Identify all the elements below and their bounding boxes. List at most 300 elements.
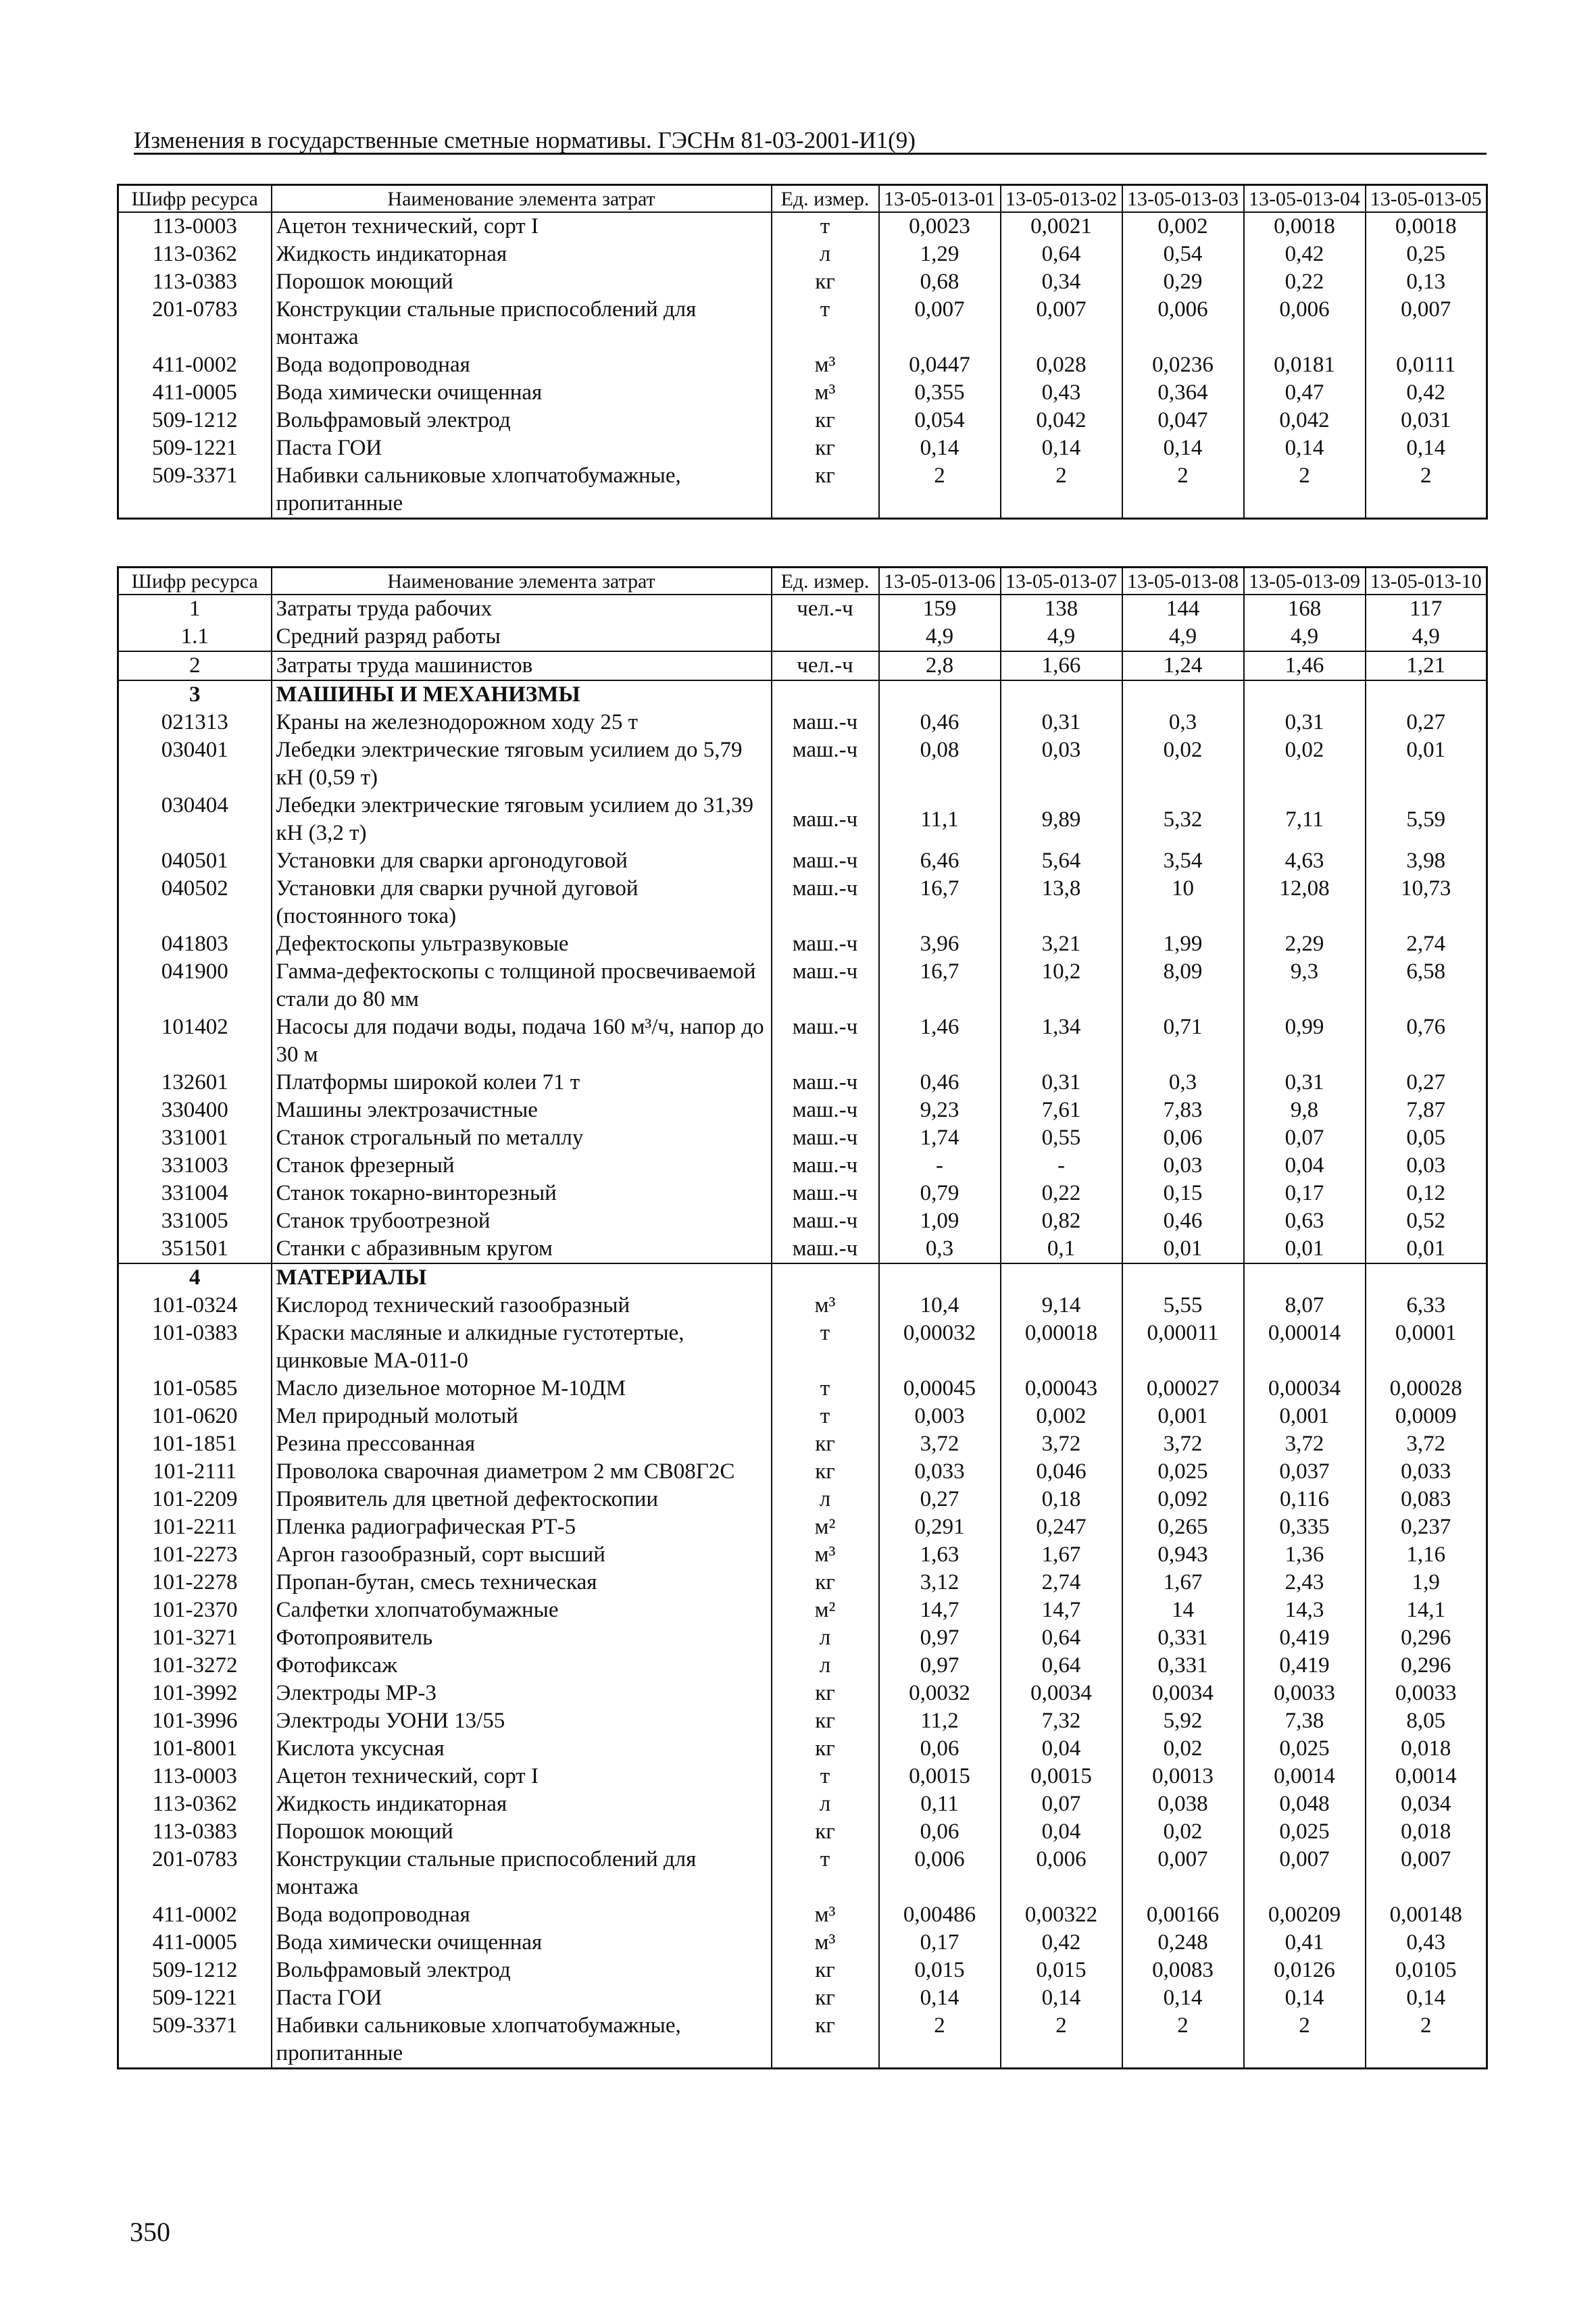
unit-cell: чел.-ч xyxy=(772,595,879,623)
value-cell: 2 xyxy=(1244,462,1366,519)
table-row xyxy=(118,875,1487,930)
value-cell: 0,0013 xyxy=(1122,1763,1244,1790)
resource-code-cell: 411-0002 xyxy=(118,351,272,379)
resource-name-cell: Мел природный молотый xyxy=(272,1403,772,1430)
value-cell: 0,033 xyxy=(879,1458,1001,1486)
table-row xyxy=(118,1180,1487,1207)
unit-cell: кг xyxy=(772,1957,879,1984)
resource-name-cell: Конструкции стальные приспособлений для монтажа xyxy=(272,1846,772,1901)
resource-code-cell: 101-3992 xyxy=(118,1680,272,1707)
resource-code-cell: 101-0324 xyxy=(118,1292,272,1319)
unit-cell: т xyxy=(772,296,879,351)
unit-cell: кг xyxy=(772,462,879,519)
table-row xyxy=(118,847,1487,875)
resource-code-cell: 331005 xyxy=(118,1207,272,1235)
value-cell: 0,046 xyxy=(1001,1458,1122,1486)
resource-code-cell: 351501 xyxy=(118,1235,272,1263)
resource-code-cell: 509-3371 xyxy=(118,2012,272,2069)
resource-name-cell: Проволока сварочная диаметром 2 мм СВ08Г2С xyxy=(272,1458,772,1486)
unit-cell: кг xyxy=(772,1680,879,1707)
value-cell: 3,72 xyxy=(1001,1430,1122,1458)
unit-cell xyxy=(772,1263,879,1292)
resource-name-cell: Ацетон технический, сорт I xyxy=(272,212,772,241)
value-cell: 14,7 xyxy=(1001,1596,1122,1624)
table-row xyxy=(118,1652,1487,1680)
value-cell: 0,116 xyxy=(1244,1486,1366,1513)
value-cell: 0,14 xyxy=(1122,1984,1244,2012)
header-col: 13-05-013-03 xyxy=(1122,185,1244,213)
value-cell: 0,291 xyxy=(879,1513,1001,1541)
value-cell: 11,1 xyxy=(879,792,1001,847)
resource-name-cell: МАТЕРИАЛЫ xyxy=(272,1263,772,1292)
value-cell: 0,0033 xyxy=(1244,1680,1366,1707)
resource-code-cell: 040501 xyxy=(118,847,272,875)
value-cell: 0,00148 xyxy=(1366,1901,1487,1929)
table-row xyxy=(118,623,1487,651)
resource-name-cell: Лебедки электрические тяговым усилием до 5,79 кН (0,59 т) xyxy=(272,736,772,792)
resource-code-cell: 101-3996 xyxy=(118,1707,272,1735)
value-cell: 7,38 xyxy=(1244,1707,1366,1735)
unit-cell: м³ xyxy=(772,379,879,407)
value-cell: 8,09 xyxy=(1122,958,1244,1013)
value-cell: 0,64 xyxy=(1001,1652,1122,1680)
value-cell: 3,72 xyxy=(1122,1430,1244,1458)
header-unit: Ед. измер. xyxy=(772,568,879,595)
value-cell: 0,06 xyxy=(1122,1124,1244,1152)
value-cell: 0,68 xyxy=(879,268,1001,296)
value-cell: 0,0018 xyxy=(1366,212,1487,241)
value-cell: 8,07 xyxy=(1244,1292,1366,1319)
resource-code-cell: 411-0005 xyxy=(118,1929,272,1957)
value-cell: 0,31 xyxy=(1244,709,1366,736)
page-number: 350 xyxy=(130,2217,170,2247)
table-row xyxy=(118,1624,1487,1652)
table-row xyxy=(118,212,1487,241)
value-cell: 0,00011 xyxy=(1122,1319,1244,1375)
table-row xyxy=(118,379,1487,407)
table-row xyxy=(118,1207,1487,1235)
table-row xyxy=(118,1292,1487,1319)
table-row xyxy=(118,1569,1487,1596)
value-cell: 0,42 xyxy=(1244,241,1366,268)
resource-code-cell: 1.1 xyxy=(118,623,272,651)
value-cell: 2 xyxy=(1001,2012,1122,2069)
resource-code-cell: 201-0783 xyxy=(118,296,272,351)
value-cell: 0,1 xyxy=(1001,1235,1122,1263)
value-cell: 0,27 xyxy=(1366,1069,1487,1097)
resource-code-cell: 509-3371 xyxy=(118,462,272,519)
value-cell: 0,25 xyxy=(1366,241,1487,268)
value-cell: 0,007 xyxy=(1001,296,1122,351)
value-cell: 0,01 xyxy=(1366,1235,1487,1263)
value-cell: 0,17 xyxy=(879,1929,1001,1957)
resource-code-cell: 330400 xyxy=(118,1097,272,1124)
value-cell: 4,9 xyxy=(1122,623,1244,651)
unit-cell xyxy=(772,623,879,651)
unit-cell: л xyxy=(772,1624,879,1652)
header-col: 13-05-013-10 xyxy=(1366,568,1487,595)
value-cell: 0,43 xyxy=(1001,379,1122,407)
resource-name-cell: Порошок моющий xyxy=(272,268,772,296)
value-cell: 0,0001 xyxy=(1366,1319,1487,1375)
value-cell: 0,52 xyxy=(1366,1207,1487,1235)
unit-cell: маш.-ч xyxy=(772,847,879,875)
resource-code-cell: 1 xyxy=(118,595,272,623)
table-row xyxy=(118,651,1487,680)
unit-cell: чел.-ч xyxy=(772,651,879,680)
resource-code-cell: 101402 xyxy=(118,1013,272,1069)
value-cell: 0,00032 xyxy=(879,1319,1001,1375)
value-cell: 5,55 xyxy=(1122,1292,1244,1319)
resource-name-cell: Фотопроявитель xyxy=(272,1624,772,1652)
unit-cell: т xyxy=(772,1375,879,1403)
resource-code-cell: 331003 xyxy=(118,1152,272,1180)
resource-name-cell: Вода водопроводная xyxy=(272,351,772,379)
table-row xyxy=(118,1735,1487,1763)
header-col: 13-05-013-05 xyxy=(1366,185,1487,213)
value-cell: 0,364 xyxy=(1122,379,1244,407)
unit-cell: маш.-ч xyxy=(772,1069,879,1097)
value-cell: 8,05 xyxy=(1366,1707,1487,1735)
value-cell: 0,46 xyxy=(879,709,1001,736)
value-cell: 0,083 xyxy=(1366,1486,1487,1513)
value-cell: 0,331 xyxy=(1122,1624,1244,1652)
value-cell: 3,96 xyxy=(879,930,1001,958)
resource-name-cell: Лебедки электрические тяговым усилием до 31,39 кН (3,2 т) xyxy=(272,792,772,847)
value-cell: 0,00209 xyxy=(1244,1901,1366,1929)
value-cell: 0,331 xyxy=(1122,1652,1244,1680)
resource-code-cell: 101-2209 xyxy=(118,1486,272,1513)
value-cell: 9,89 xyxy=(1001,792,1122,847)
resource-name-cell: Платформы широкой колеи 71 т xyxy=(272,1069,772,1097)
value-cell: 0,248 xyxy=(1122,1929,1244,1957)
value-cell: 0,002 xyxy=(1122,212,1244,241)
resource-code-cell: 201-0783 xyxy=(118,1846,272,1901)
value-cell: 7,87 xyxy=(1366,1097,1487,1124)
resource-code-cell: 113-0362 xyxy=(118,1790,272,1818)
table-row xyxy=(118,1403,1487,1430)
value-cell: 0,13 xyxy=(1366,268,1487,296)
value-cell: 3,54 xyxy=(1122,847,1244,875)
table-row xyxy=(118,709,1487,736)
table-row xyxy=(118,1901,1487,1929)
value-cell: 0,007 xyxy=(1244,1846,1366,1901)
resource-name-cell: Пленка радиографическая РТ-5 xyxy=(272,1513,772,1541)
value-cell: 0,64 xyxy=(1001,1624,1122,1652)
value-cell: 0,14 xyxy=(879,1984,1001,2012)
value-cell: 0,296 xyxy=(1366,1652,1487,1680)
unit-cell: маш.-ч xyxy=(772,736,879,792)
value-cell: 0,3 xyxy=(1122,1069,1244,1097)
unit-cell: т xyxy=(772,1763,879,1790)
value-cell: 0,42 xyxy=(1001,1929,1122,1957)
value-cell: 0,0032 xyxy=(879,1680,1001,1707)
table-row xyxy=(118,1818,1487,1846)
resource-code-cell: 101-0620 xyxy=(118,1403,272,1430)
value-cell: 0,79 xyxy=(879,1180,1001,1207)
resource-code-cell: 040502 xyxy=(118,875,272,930)
value-cell: 2 xyxy=(1366,2012,1487,2069)
table-row xyxy=(118,1541,1487,1569)
value-cell: 0,031 xyxy=(1366,407,1487,434)
value-cell: 0,02 xyxy=(1244,736,1366,792)
header-col: 13-05-013-02 xyxy=(1001,185,1122,213)
value-cell: 1,24 xyxy=(1122,651,1244,680)
unit-cell: маш.-ч xyxy=(772,1180,879,1207)
resource-code-cell: 101-2273 xyxy=(118,1541,272,1569)
resource-name-cell: Станок фрезерный xyxy=(272,1152,772,1180)
value-cell: 0,001 xyxy=(1122,1403,1244,1430)
value-cell: 0,29 xyxy=(1122,268,1244,296)
unit-cell: маш.-ч xyxy=(772,792,879,847)
resource-name-cell: Салфетки хлопчатобумажные xyxy=(272,1596,772,1624)
value-cell: 1,74 xyxy=(879,1124,1001,1152)
value-cell: 0,14 xyxy=(1001,434,1122,462)
table-row xyxy=(118,1846,1487,1901)
unit-cell: м² xyxy=(772,1596,879,1624)
resource-name-cell: Кислота уксусная xyxy=(272,1735,772,1763)
value-cell: 12,08 xyxy=(1244,875,1366,930)
value-cell xyxy=(1244,1263,1366,1292)
value-cell: 0,001 xyxy=(1244,1403,1366,1430)
value-cell: 0,419 xyxy=(1244,1624,1366,1652)
value-cell xyxy=(879,680,1001,709)
value-cell: 0,71 xyxy=(1122,1013,1244,1069)
value-cell: 3,98 xyxy=(1366,847,1487,875)
value-cell: 0,02 xyxy=(1122,1818,1244,1846)
value-cell: 0,0009 xyxy=(1366,1403,1487,1430)
resource-name-cell: Набивки сальниковые хлопчатобумажные, пропитанные xyxy=(272,462,772,519)
page-header: Изменения в государственные сметные нормативы. ГЭСНм 81-03-2001-И1(9) xyxy=(134,127,916,153)
unit-cell: м³ xyxy=(772,351,879,379)
value-cell: 0,63 xyxy=(1244,1207,1366,1235)
value-cell: 0,47 xyxy=(1244,379,1366,407)
value-cell: 0,27 xyxy=(1366,709,1487,736)
table-row xyxy=(118,462,1487,519)
value-cell: 0,11 xyxy=(879,1790,1001,1818)
value-cell: 0,037 xyxy=(1244,1458,1366,1486)
value-cell: 0,018 xyxy=(1366,1735,1487,1763)
unit-cell: кг xyxy=(772,434,879,462)
value-cell: 7,61 xyxy=(1001,1097,1122,1124)
table-row xyxy=(118,1929,1487,1957)
value-cell: 1,67 xyxy=(1122,1569,1244,1596)
value-cell: 5,59 xyxy=(1366,792,1487,847)
value-cell: 0,14 xyxy=(1244,434,1366,462)
resource-code-cell: 113-0383 xyxy=(118,1818,272,1846)
unit-cell: кг xyxy=(772,2012,879,2069)
value-cell: 2,74 xyxy=(1366,930,1487,958)
value-cell: 0,02 xyxy=(1122,736,1244,792)
value-cell: 9,8 xyxy=(1244,1097,1366,1124)
value-cell: 0,006 xyxy=(1244,296,1366,351)
value-cell: 0,34 xyxy=(1001,268,1122,296)
unit-cell: кг xyxy=(772,1569,879,1596)
unit-cell: кг xyxy=(772,1458,879,1486)
resource-code-cell: 021313 xyxy=(118,709,272,736)
value-cell: 10,2 xyxy=(1001,958,1122,1013)
table-row xyxy=(118,1984,1487,2012)
unit-cell: м³ xyxy=(772,1929,879,1957)
value-cell: 7,32 xyxy=(1001,1707,1122,1735)
resource-name-cell: Жидкость индикаторная xyxy=(272,1790,772,1818)
resource-name-cell: Дефектоскопы ультразвуковые xyxy=(272,930,772,958)
value-cell: 9,23 xyxy=(879,1097,1001,1124)
value-cell: 1,63 xyxy=(879,1541,1001,1569)
unit-cell: кг xyxy=(772,268,879,296)
unit-cell: маш.-ч xyxy=(772,1207,879,1235)
value-cell: 0,0083 xyxy=(1122,1957,1244,1984)
value-cell xyxy=(1366,680,1487,709)
value-cell: 159 xyxy=(879,595,1001,623)
header-col: 13-05-013-04 xyxy=(1244,185,1366,213)
value-cell: - xyxy=(1001,1152,1122,1180)
resource-code-cell: 411-0002 xyxy=(118,1901,272,1929)
value-cell: 10,73 xyxy=(1366,875,1487,930)
unit-cell: кг xyxy=(772,1818,879,1846)
table-row xyxy=(118,1013,1487,1069)
unit-cell: т xyxy=(772,1846,879,1901)
value-cell: 0,54 xyxy=(1122,241,1244,268)
value-cell: 1,9 xyxy=(1366,1569,1487,1596)
unit-cell: кг xyxy=(772,1735,879,1763)
value-cell: 4,63 xyxy=(1244,847,1366,875)
value-cell: 3,72 xyxy=(1366,1430,1487,1458)
value-cell: 1,29 xyxy=(879,241,1001,268)
table-row xyxy=(118,2012,1487,2069)
section-row xyxy=(118,680,1487,709)
resource-code-cell: 101-0383 xyxy=(118,1319,272,1375)
value-cell: 2,43 xyxy=(1244,1569,1366,1596)
value-cell: 0,042 xyxy=(1001,407,1122,434)
resource-code-cell: 030401 xyxy=(118,736,272,792)
value-cell: 2,29 xyxy=(1244,930,1366,958)
resource-code-cell: 113-0003 xyxy=(118,212,272,241)
value-cell: 0,17 xyxy=(1244,1180,1366,1207)
value-cell: 0,419 xyxy=(1244,1652,1366,1680)
table-row xyxy=(118,1957,1487,1984)
value-cell: 0,00322 xyxy=(1001,1901,1122,1929)
resource-name-cell: Аргон газообразный, сорт высший xyxy=(272,1541,772,1569)
resource-name-cell: Конструкции стальные приспособлений для монтажа xyxy=(272,296,772,351)
resource-code-cell: 041900 xyxy=(118,958,272,1013)
value-cell: 7,11 xyxy=(1244,792,1366,847)
resource-code-cell: 041803 xyxy=(118,930,272,958)
value-cell: 0,025 xyxy=(1244,1735,1366,1763)
value-cell: 0,99 xyxy=(1244,1013,1366,1069)
table-row xyxy=(118,407,1487,434)
value-cell: 0,007 xyxy=(1366,296,1487,351)
value-cell: 0,007 xyxy=(879,296,1001,351)
value-cell: 0,41 xyxy=(1244,1929,1366,1957)
value-cell: 16,7 xyxy=(879,875,1001,930)
value-cell: 0,0015 xyxy=(879,1763,1001,1790)
value-cell: 0,22 xyxy=(1244,268,1366,296)
value-cell: 0,06 xyxy=(879,1735,1001,1763)
unit-cell: кг xyxy=(772,1984,879,2012)
resource-code-cell: 101-3272 xyxy=(118,1652,272,1680)
value-cell: 0,46 xyxy=(879,1069,1001,1097)
value-cell: 0,007 xyxy=(1122,1846,1244,1901)
header-name: Наименование элемента затрат xyxy=(272,185,772,213)
unit-cell: кг xyxy=(772,1707,879,1735)
value-cell: 1,99 xyxy=(1122,930,1244,958)
value-cell: 2 xyxy=(1244,2012,1366,2069)
table-row xyxy=(118,792,1487,847)
header-unit: Ед. измер. xyxy=(772,185,879,213)
unit-cell: м³ xyxy=(772,1901,879,1929)
value-cell: 0,006 xyxy=(1001,1846,1122,1901)
resource-name-cell: Паста ГОИ xyxy=(272,1984,772,2012)
resource-code-cell: 113-0003 xyxy=(118,1763,272,1790)
unit-cell: л xyxy=(772,1790,879,1818)
resource-name-cell: Ацетон технический, сорт I xyxy=(272,1763,772,1790)
value-cell: 0,00028 xyxy=(1366,1375,1487,1403)
value-cell: 0,028 xyxy=(1001,351,1122,379)
value-cell: 0,3 xyxy=(879,1235,1001,1263)
value-cell: 0,0015 xyxy=(1001,1763,1122,1790)
resource-name-cell: Масло дизельное моторное М-10ДМ xyxy=(272,1375,772,1403)
value-cell: 144 xyxy=(1122,595,1244,623)
unit-cell: маш.-ч xyxy=(772,1097,879,1124)
value-cell: 0,08 xyxy=(879,736,1001,792)
resource-name-cell: Вольфрамовый электрод xyxy=(272,1957,772,1984)
resource-code-cell: 331001 xyxy=(118,1124,272,1152)
value-cell: 0,02 xyxy=(1122,1735,1244,1763)
value-cell: 1,21 xyxy=(1366,651,1487,680)
resource-name-cell: Затраты труда машинистов xyxy=(272,651,772,680)
value-cell: 0,0018 xyxy=(1244,212,1366,241)
value-cell: 0,18 xyxy=(1001,1486,1122,1513)
value-cell: 0,00166 xyxy=(1122,1901,1244,1929)
resource-name-cell: Вольфрамовый электрод xyxy=(272,407,772,434)
table-row xyxy=(118,268,1487,296)
header-code: Шифр ресурса xyxy=(118,185,272,213)
value-cell: 0,0014 xyxy=(1244,1763,1366,1790)
table-row xyxy=(118,958,1487,1013)
value-cell: 0,033 xyxy=(1366,1458,1487,1486)
value-cell: 4,9 xyxy=(879,623,1001,651)
unit-cell: маш.-ч xyxy=(772,958,879,1013)
value-cell: 0,034 xyxy=(1366,1790,1487,1818)
value-cell: 0,265 xyxy=(1122,1513,1244,1541)
value-cell: 0,054 xyxy=(879,407,1001,434)
unit-cell: т xyxy=(772,1319,879,1375)
resource-table-1 xyxy=(117,184,1488,520)
table-row xyxy=(118,1707,1487,1735)
unit-cell: м³ xyxy=(772,1292,879,1319)
table-row xyxy=(118,1152,1487,1180)
resource-code-cell: 101-2370 xyxy=(118,1596,272,1624)
resource-name-cell: Затраты труда рабочих xyxy=(272,595,772,623)
resource-code-cell: 030404 xyxy=(118,792,272,847)
value-cell: 0,237 xyxy=(1366,1513,1487,1541)
resource-name-cell: Паста ГОИ xyxy=(272,434,772,462)
header-col: 13-05-013-09 xyxy=(1244,568,1366,595)
unit-cell: м² xyxy=(772,1513,879,1541)
value-cell: 0,007 xyxy=(1366,1846,1487,1901)
value-cell: 5,32 xyxy=(1122,792,1244,847)
value-cell: 0,00043 xyxy=(1001,1375,1122,1403)
resource-code-cell: 101-0585 xyxy=(118,1375,272,1403)
table-row xyxy=(118,736,1487,792)
value-cell xyxy=(1122,680,1244,709)
value-cell: 0,047 xyxy=(1122,407,1244,434)
value-cell: 14,3 xyxy=(1244,1596,1366,1624)
value-cell: 0,64 xyxy=(1001,241,1122,268)
value-cell: 0,006 xyxy=(879,1846,1001,1901)
value-cell: 0,03 xyxy=(1366,1152,1487,1180)
